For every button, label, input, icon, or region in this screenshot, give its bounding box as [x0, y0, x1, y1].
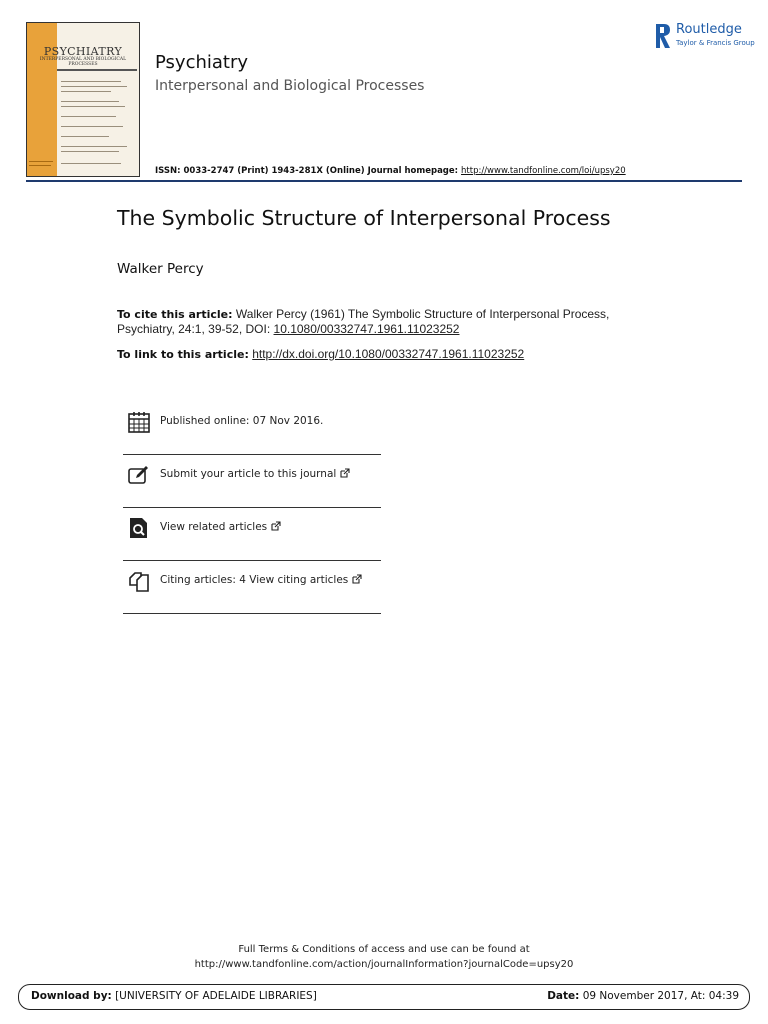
citing-articles-link[interactable]	[160, 574, 362, 586]
article-info-list	[123, 402, 381, 614]
link-block	[117, 347, 677, 361]
date-label: Date:	[547, 990, 580, 1002]
cite-text-line-2: Psychiatry, 24:1, 39-52, DOI:	[117, 322, 274, 336]
download-value: [UNIVERSITY OF ADELAIDE LIBRARIES]	[115, 990, 317, 1002]
link-label: To link to this article:	[117, 348, 249, 361]
external-link-icon	[352, 574, 362, 584]
download-info-bar	[18, 984, 750, 1010]
related-articles-row[interactable]	[123, 508, 381, 561]
article-author: Walker Percy	[117, 261, 204, 277]
issn-line	[155, 166, 626, 176]
submit-article-row[interactable]	[123, 455, 381, 508]
calendar-icon	[127, 410, 151, 434]
cover-text-line	[61, 136, 109, 137]
cover-text-line	[61, 106, 125, 107]
cover-text-line	[61, 126, 123, 127]
terms-line-1: Full Terms & Conditions of access and use can be found at	[238, 944, 530, 955]
routledge-logo-icon	[654, 22, 672, 50]
article-doi-url[interactable]: http://dx.doi.org/10.1080/00332747.1961.11023252	[252, 347, 525, 361]
journal-homepage-link[interactable]: http://www.tandfonline.com/loi/upsy20	[461, 166, 626, 176]
external-link-icon	[271, 521, 281, 531]
cover-text-line	[61, 81, 121, 82]
terms-url[interactable]: http://www.tandfonline.com/action/journalInformation?journalCode=upsy20	[194, 959, 574, 970]
related-articles-text: View related articles	[160, 521, 268, 533]
citing-articles-row[interactable]	[123, 561, 381, 614]
cite-label: To cite this article:	[117, 308, 233, 321]
cover-text-line	[61, 116, 116, 117]
cover-text-line	[61, 146, 127, 147]
download-date	[547, 990, 739, 1002]
citation-block	[117, 307, 637, 337]
publisher-subtitle: Taylor & Francis Group	[676, 39, 755, 47]
cover-title: PSYCHIATRY	[43, 45, 123, 58]
journal-subtitle: Interpersonal and Biological Processes	[155, 78, 425, 94]
cover-text-line	[61, 151, 119, 152]
cover-text-line	[61, 101, 119, 102]
journal-name[interactable]: Psychiatry	[155, 52, 249, 73]
download-by	[31, 990, 317, 1002]
related-articles-link[interactable]	[160, 521, 281, 533]
terms-notice	[0, 942, 768, 972]
date-value: 09 November 2017, At: 04:39	[582, 990, 739, 1002]
external-link-icon	[340, 468, 350, 478]
cover-text-line	[61, 86, 127, 87]
edit-icon	[127, 463, 151, 487]
cover-text-line	[29, 161, 53, 162]
published-online-text: Published online: 07 Nov 2016.	[160, 415, 324, 427]
doi-link[interactable]: 10.1080/00332747.1961.11023252	[273, 322, 460, 336]
cover-divider	[57, 69, 137, 71]
publisher-name: Routledge	[676, 22, 742, 37]
citing-articles-icon	[127, 569, 151, 593]
cover-text-line	[61, 163, 121, 164]
submit-article-link[interactable]	[160, 468, 350, 480]
cover-text-line	[61, 91, 111, 92]
citing-articles-text: Citing articles: 4 View citing articles	[160, 574, 349, 586]
published-online-row	[123, 402, 381, 455]
journal-cover-image	[26, 22, 140, 177]
download-label: Download by:	[31, 990, 112, 1002]
cite-text-line-1: Walker Percy (1961) The Symbolic Structure of Interpersonal Process,	[235, 307, 610, 321]
cover-text-line	[29, 165, 51, 166]
cover-subtitle: INTERPERSONAL AND BIOLOGICAL PROCESSES	[39, 57, 127, 67]
article-title: The Symbolic Structure of Interpersonal Process	[117, 206, 611, 230]
submit-article-text: Submit your article to this journal	[160, 468, 337, 480]
search-document-icon	[127, 516, 151, 540]
header-rule	[26, 180, 742, 182]
issn-text: ISSN: 0033-2747 (Print) 1943-281X (Online) Journal homepage:	[155, 166, 462, 176]
